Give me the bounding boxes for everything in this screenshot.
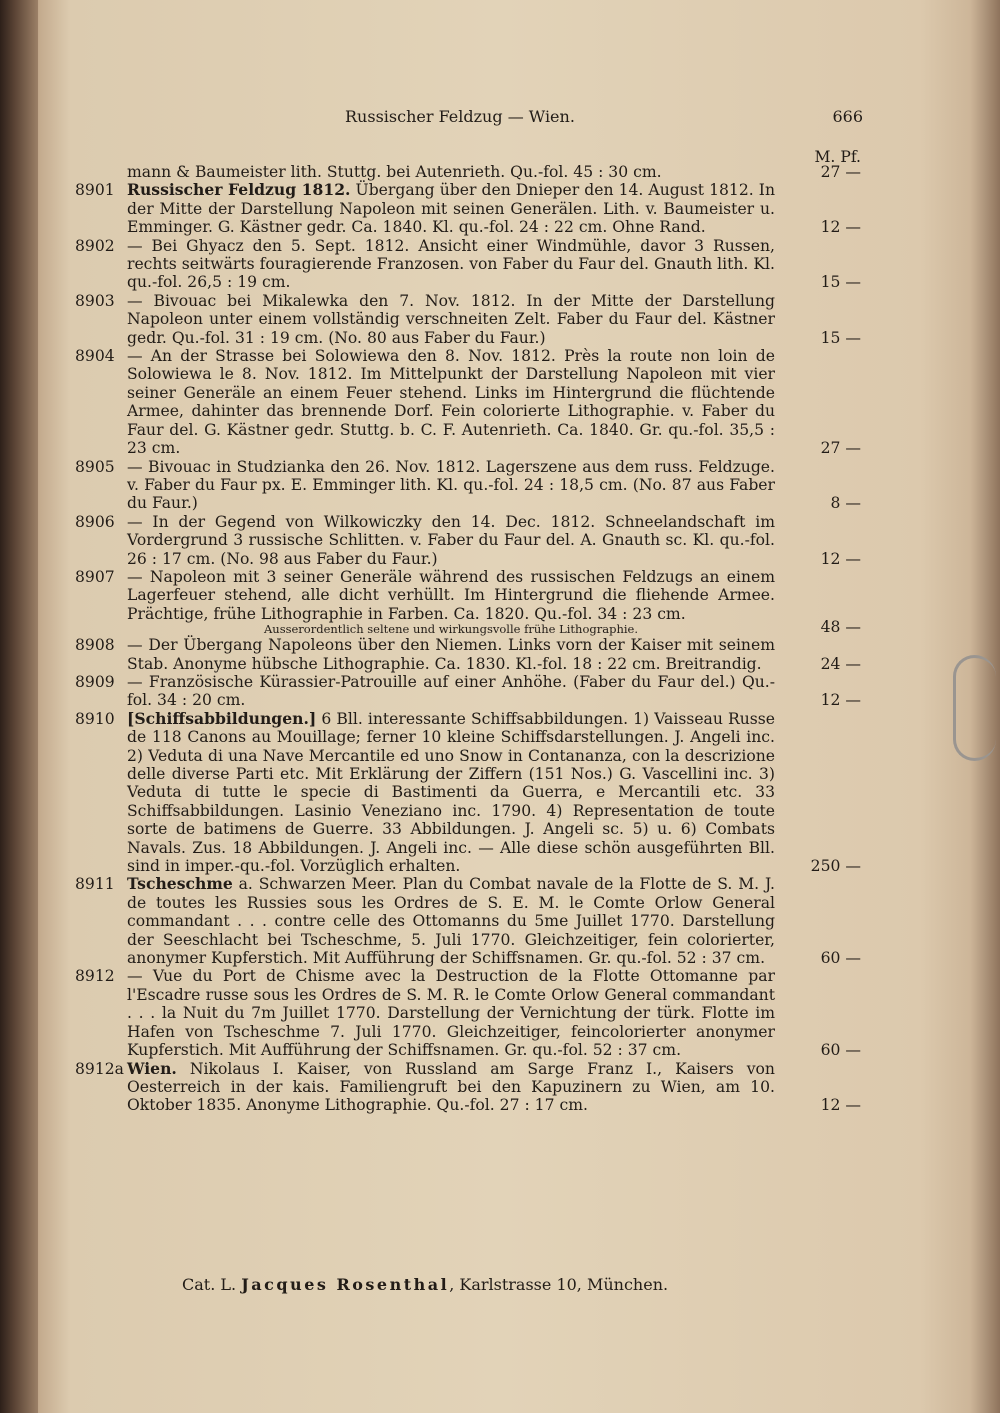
entry-price: 15 —: [820, 328, 861, 347]
entry-number: 8905: [75, 457, 115, 476]
footer-address: , Karlstrasse 10, München.: [449, 1275, 669, 1294]
entry-description: [127, 967, 865, 1059]
entry-number: 8910: [75, 709, 115, 728]
catalog-entry: [75, 568, 865, 636]
entry-title: [Schiffsabbildungen.]: [127, 708, 317, 728]
entry-description: [127, 181, 865, 236]
catalog-entry: [75, 710, 865, 876]
entry-note: Ausserordentlich seltene und wirkungsvolle frühe Lithographie.: [263, 622, 639, 637]
catalog-entry: [75, 875, 865, 967]
entry-text: — In der Gegend von Wilkowiczky den 14. Dec. 1812. Schneelandschaft im Vordergrund 3 russische Schlitten. v. Faber du Faur del. A. Gnauth sc. Kl. qu.-fol. 26 : 17 cm. (No. 98 aus Faber du Faur.): [127, 512, 775, 568]
entry-text: — Napoleon mit 3 seiner Generäle während des russischen Feldzugs an einem Lagerfeuer stehend, alle dicht verhüllt. Im Hintergrund die fliehende Armee. Prächtige, frühe Lithographie in Farben. Ca. 1820. Qu.-fol. 34 : 23 cm.: [127, 567, 775, 623]
entry-number: 8912: [75, 967, 115, 986]
entry-text: — An der Strasse bei Solowiewa den 8. Nov. 1812. Près la route non loin de Solowiewa le 8. Nov. 1812. Im Mittelpunkt der Darstellung Napoleon mit vier seiner Generäle an einem Feuer stehend. Links im Hintergrund die flüchtende Armee, dahinter das brennende Dorf. Fein colorierte Lithographie. v. Faber du Faur del. G. Kästner gedr. Stuttg. b. C. F. Autenrieth. Ca. 1840. Gr. qu.-fol. 35,5 : 23 cm.: [127, 347, 775, 458]
entry-price: 250 —: [810, 857, 861, 876]
entry-title: Wien.: [127, 1058, 177, 1078]
entry-text: a. Schwarzen Meer. Plan du Combat navale de la Flotte de S. M. J. de toutes les Russies sous les Ordres de S. E. M. le Comte Orlow General commandant . . . contre celle des Ottomanns du 5me Juillet 1770. Darstellung der Seeschlacht bei Tscheschme, 5. Juli 1770. Gleichzeitiger, fein colorierter, anonymer Kupferstich. Mit Aufführung der Schiffsnamen. Gr. qu.-fol. 52 : 37 cm.: [127, 875, 775, 968]
footer: [182, 1276, 668, 1294]
catalog-entry: [75, 163, 865, 181]
catalog-entry: [75, 458, 865, 513]
entry-number: 8901: [75, 181, 115, 200]
entry-number: 8908: [75, 636, 115, 655]
entry-number: 8903: [75, 291, 115, 310]
catalog-entry: [75, 513, 865, 568]
catalog-entry: [75, 347, 865, 457]
entry-description: [127, 568, 865, 623]
entry-description: [127, 673, 865, 710]
entry-price: 48 —: [820, 617, 861, 636]
catalog-entry: [75, 237, 865, 292]
entry-text: mann & Baumeister lith. Stuttg. bei Autenrieth. Qu.-fol. 45 : 30 cm.: [127, 163, 662, 181]
entry-text: Übergang über den Dnieper den 14. August 1812. In der Mitte der Darstellung Napoleon mit seinen Generälen. Lith. v. Baumeister u. Emminger. G. Kästner gedr. Ca. 1840. Kl. qu.-fol. 24 : 22 cm. Ohne Rand.: [127, 181, 775, 237]
entry-description: [127, 710, 865, 876]
entry-description: [127, 292, 865, 347]
footer-publisher: Jacques Rosenthal: [241, 1275, 450, 1294]
entry-price: 60 —: [820, 949, 861, 968]
entry-text: — Bivouac bei Mikalewka den 7. Nov. 1812. In der Mitte der Darstellung Napoleon unter einem vollständig verschneiten Zelt. Faber du Faur del. Kästner gedr. Qu.-fol. 31 : 19 cm. (No. 80 aus Faber du Faur.): [127, 291, 775, 347]
catalog-entry: [75, 673, 865, 710]
entry-price: 12 —: [820, 218, 861, 237]
entry-number: 8904: [75, 347, 115, 366]
catalog-entry: [75, 181, 865, 236]
entry-description: [127, 237, 865, 292]
entry-number: 8911: [75, 875, 115, 894]
entry-title: Tscheschme: [127, 874, 233, 894]
entry-price: 12 —: [820, 549, 861, 568]
footer-prefix: Cat. L.: [182, 1275, 237, 1294]
entry-price: 24 —: [820, 654, 861, 673]
entry-price: 27 —: [820, 439, 861, 458]
entry-description: [127, 1060, 865, 1115]
paper-clip: [953, 655, 996, 761]
entry-description: [127, 636, 865, 673]
entry-text: 6 Bll. interessante Schiffsabbildungen. 1) Vaisseau Russe de 118 Canons au Mouillage; ferner 10 kleine Schiffsdarstellungen. J. Angeli inc. 2) Veduta di una Nave Mercantile ed uno Snow in Contananza, con la descrizione delle diverse Parti etc. Mit Erklärung der Ziffern (151 Nos.) G. Vascellini inc. 3) Veduta di tutte le specie di Bastimenti da Guerra, e Mercantili etc. 33 Schiffsabbildungen. Lasinio Veneziano inc. 1790. 4) Representation de toute sorte de batimens de Guerre. 33 Abbildungen. J. Angeli sc. 5) u. 6) Combats Navals. Zus. 18 Abbildungen. J. Angeli inc. — Alle diese schön ausgeführten Bll. sind in imper.-qu.-fol. Vorzüglich erhalten.: [127, 709, 775, 876]
entry-text: — Französische Kürassier-Patrouille auf einer Anhöhe. (Faber du Faur del.) Qu.-fol. 34 : 20 cm.: [127, 672, 775, 710]
entry-text: — Der Übergang Napoleons über den Niemen. Links vorn der Kaiser mit seinem Stab. Anonyme hübsche Lithographie. Ca. 1830. Kl.-fol. 18 : 22 cm. Breitrandig.: [127, 636, 775, 673]
price-column-header: M. Pf.: [814, 148, 861, 166]
page-number: 666: [832, 107, 863, 126]
entry-number: 8907: [75, 567, 115, 586]
entry-description: [127, 513, 865, 568]
entry-description: [127, 458, 865, 513]
entry-price: 12 —: [820, 691, 861, 710]
catalog-entry: [75, 636, 865, 673]
catalog-entry: [75, 1060, 865, 1115]
entry-number: 8906: [75, 512, 115, 531]
entry-description: [127, 875, 865, 967]
entry-list: [75, 163, 865, 1115]
entry-price: 15 —: [820, 273, 861, 292]
entry-price: 8 —: [830, 494, 861, 513]
entry-number: 8909: [75, 672, 115, 691]
entry-number: 8912a: [75, 1059, 124, 1078]
entry-price: 12 —: [820, 1096, 861, 1115]
running-header: [75, 108, 865, 128]
entry-text: — Bei Ghyacz den 5. Sept. 1812. Ansicht einer Windmühle, davor 3 Russen, rechts seitwärts fouragierende Franzosen. von Faber du Faur del. Gnauth lith. Kl. qu.-fol. 26,5 : 19 cm.: [127, 236, 775, 292]
entry-price: 60 —: [820, 1041, 861, 1060]
page-text: [75, 0, 865, 1413]
header-title: Russischer Feldzug — Wien.: [345, 107, 575, 126]
catalog-entry: [75, 967, 865, 1059]
entry-text: — Bivouac in Studzianka den 26. Nov. 1812. Lagerszene aus dem russ. Feldzuge. v. Faber du Faur px. E. Emminger lith. Kl. qu.-fol. 24 : 18,5 cm. (No. 87 aus Faber du Faur.): [127, 457, 775, 513]
entry-price: 27 —: [820, 163, 861, 181]
entry-text: — Vue du Port de Chisme avec la Destruction de la Flotte Ottomanne par l'Escadre russe sous les Ordres de S. M. R. le Comte Orlow General commandant . . . la Nuit du 7m Juillet 1770. Darstellung der Vernichtung der türk. Flotte im Hafen von Tscheschme 7. Juli 1770. Gleichzeitiger, feincolorierter anonymer Kupferstich. Mit Aufführung der Schiffsnamen. Gr. qu.-fol. 52 : 37 cm.: [127, 967, 775, 1060]
catalog-entry: [75, 292, 865, 347]
entry-description: [127, 347, 865, 457]
entry-text: Nikolaus I. Kaiser, von Russland am Sarge Franz I., Kaisers von Oesterreich in der kais. Familiengruft bei den Kapuzinern zu Wien, am 10. Oktober 1835. Anonyme Lithographie. Qu.-fol. 27 : 17 cm.: [127, 1059, 775, 1115]
entry-description: [127, 163, 865, 181]
binding-edge: [0, 0, 38, 1413]
entry-title: Russischer Feldzug 1812.: [127, 180, 351, 200]
entry-number: 8902: [75, 236, 115, 255]
